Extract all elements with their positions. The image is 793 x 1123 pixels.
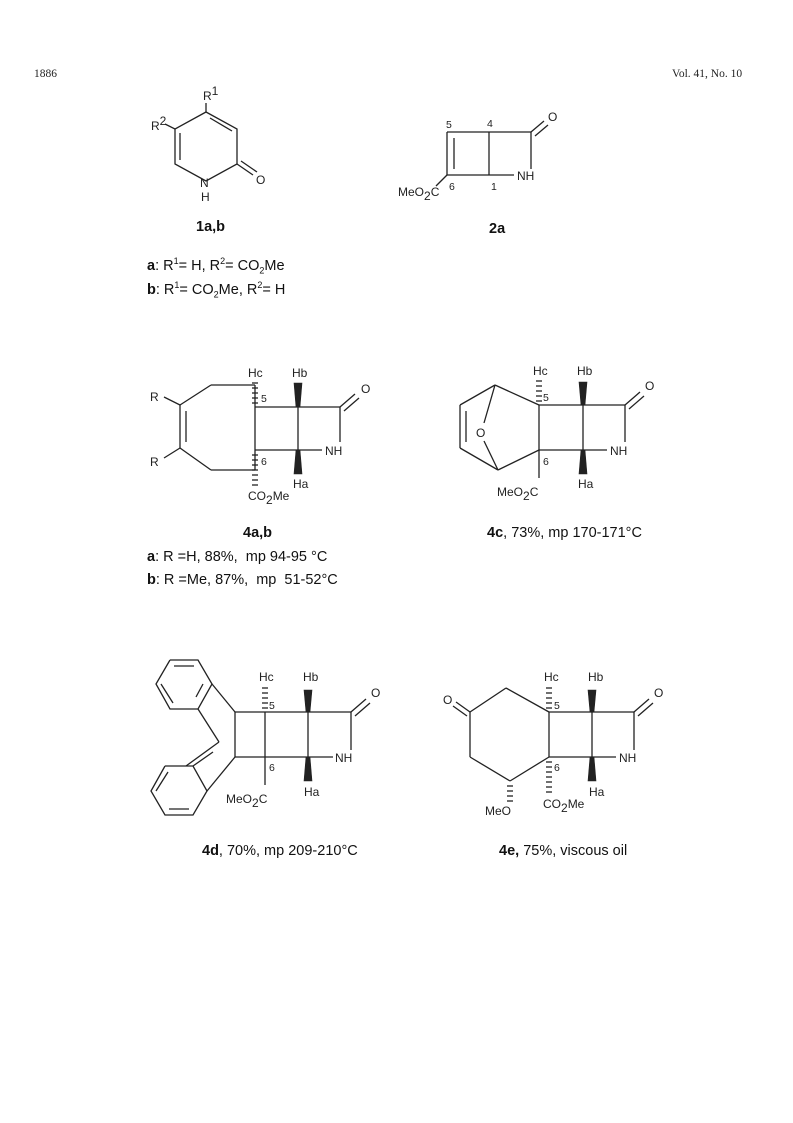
o-atom-label: O bbox=[371, 686, 381, 700]
n-atom-label: N bbox=[200, 176, 209, 190]
r-label-top: R bbox=[150, 390, 159, 404]
atom-number-1: 1 bbox=[491, 181, 497, 193]
atom-number-6: 6 bbox=[543, 456, 549, 468]
atom-number-5: 5 bbox=[446, 119, 452, 131]
atom-number-6: 6 bbox=[269, 762, 275, 774]
r2-label: R2 bbox=[151, 114, 167, 133]
atom-number-6: 6 bbox=[449, 181, 455, 193]
compound-1-structure bbox=[165, 103, 257, 181]
compound-4d-caption: 4d, 70%, mp 209-210°C bbox=[202, 843, 358, 859]
h-atom-label: H bbox=[201, 190, 210, 204]
nh-atom-label: NH bbox=[335, 751, 353, 765]
r1-label: R1 bbox=[203, 84, 219, 103]
atom-number-5: 5 bbox=[261, 393, 267, 405]
o-bridge-label: O bbox=[476, 426, 486, 440]
compound-4ab-label: 4a,b bbox=[243, 525, 273, 541]
atom-number-5: 5 bbox=[543, 392, 549, 404]
ha-label: Ha bbox=[589, 785, 605, 799]
atom-number-5: 5 bbox=[554, 700, 560, 712]
hb-label: Hb bbox=[577, 364, 593, 378]
journal-volume: Vol. 41, No. 10 bbox=[672, 68, 743, 80]
o-atom-label: O bbox=[645, 379, 655, 393]
atom-number-5: 5 bbox=[269, 700, 275, 712]
meo2c-label: MeO2C bbox=[398, 185, 440, 203]
hb-label: Hb bbox=[303, 670, 319, 684]
nh-atom-label: NH bbox=[517, 169, 535, 183]
compound-1-label: 1a,b bbox=[196, 219, 226, 235]
compound-4ab-variant-a: a: R =H, 88%, mp 94-95 °C bbox=[147, 549, 328, 565]
compound-4c-structure bbox=[460, 381, 644, 478]
meo2c-label: MeO2C bbox=[226, 792, 268, 810]
hb-label: Hb bbox=[292, 366, 308, 380]
hc-label: Hc bbox=[533, 364, 548, 378]
nh-atom-label: NH bbox=[619, 751, 637, 765]
co2me-label: CO2Me bbox=[543, 797, 585, 815]
ha-label: Ha bbox=[578, 477, 594, 491]
hc-label: Hc bbox=[259, 670, 274, 684]
compound-4c-caption: 4c, 73%, mp 170-171°C bbox=[487, 525, 642, 541]
nh-atom-label: NH bbox=[325, 444, 343, 458]
ha-label: Ha bbox=[304, 785, 320, 799]
o-atom-label: O bbox=[256, 173, 266, 187]
hb-label: Hb bbox=[588, 670, 604, 684]
ha-label: Ha bbox=[293, 477, 309, 491]
compound-2a-label: 2a bbox=[489, 221, 506, 237]
o-atom-label: O bbox=[548, 110, 558, 124]
r-label-bottom: R bbox=[150, 455, 159, 469]
nh-atom-label: NH bbox=[610, 444, 628, 458]
compound-4ab-variant-b: b: R =Me, 87%, mp 51-52°C bbox=[147, 572, 338, 588]
co2me-label: CO2Me bbox=[248, 489, 290, 507]
compound-4e-caption: 4e, 75%, viscous oil bbox=[499, 843, 628, 859]
compound-1-variant-a: a: $R^1= H$, $R^2= CO_2Me$ bbox=[147, 256, 285, 276]
atom-number-6: 6 bbox=[261, 456, 267, 468]
ketone-o-label: O bbox=[443, 693, 453, 707]
meo-label: MeO bbox=[485, 804, 512, 818]
hc-label: Hc bbox=[248, 366, 263, 380]
o-atom-label: O bbox=[654, 686, 664, 700]
compound-1-variant-b: b: $R^1= CO_2Me$, $R^2= H$ bbox=[147, 280, 286, 300]
hc-label: Hc bbox=[544, 670, 559, 684]
atom-number-4: 4 bbox=[487, 118, 493, 130]
page-number: 1886 bbox=[34, 68, 57, 80]
meo2c-label: MeO2C bbox=[497, 485, 539, 503]
compound-4e-structure bbox=[453, 688, 653, 801]
o-atom-label: O bbox=[361, 382, 371, 396]
atom-number-6: 6 bbox=[554, 762, 560, 774]
